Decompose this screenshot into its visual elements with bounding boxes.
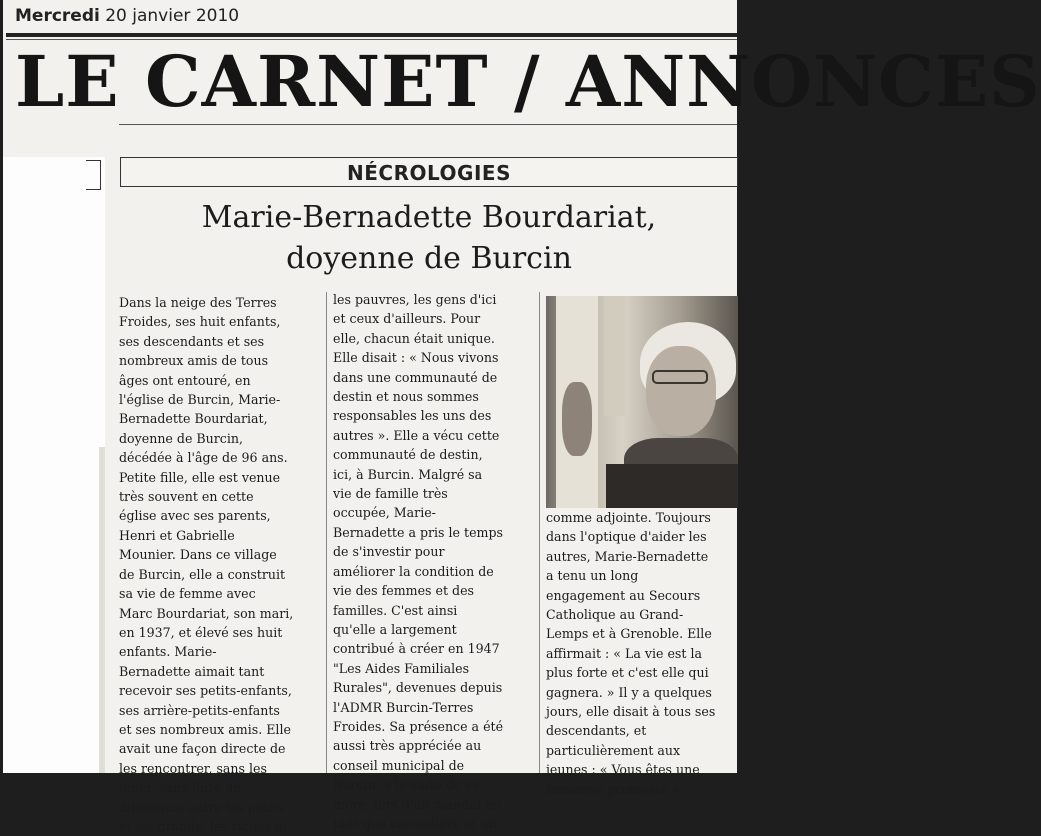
- dateline: [15, 6, 239, 26]
- header-rule: [6, 33, 737, 37]
- page-banner-title: LE CARNET / ANNONCES: [15, 40, 1041, 123]
- article-column-2: les pauvres, les gens d'ici et ceux d'ailleurs. Pour elle, chacun était unique. Elle disait : « Nous vivons dans une communauté de destin et nous sommes responsables les uns des autres ». Elle a vécu cette communauté de destin, ici, à Burcin. Malgré sa vie de famille très occupée, Marie- Bernadette a pris le temps de s'investir pour améliorer la condition de vie des femmes et des familles. C'est ainsi qu'elle a largement contribué à créer en 1947 "Les Aides Familiales Rurales", devenues depuis l'ADMR Burcin-Terres Froides. Sa présence a été aussi très appréciée au conseil municipal de Burcin, à la suite de sa mère, lors d'un mandat en tant que conseillère et un: [333, 292, 504, 831]
- photo-glasses: [652, 370, 708, 384]
- portrait-photo: [546, 296, 738, 508]
- article-column-3: comme adjointe. Toujours dans l'optique d'aider les autres, Marie-Bernadette a tenu un long engagement au Secours Catholique au Grand- Lemps et à Grenoble. Elle affirmait : « La vie est la plus forte et c'est elle qui gagnera. » Il y a quelques jours, elle disait à tous ses descendants, et particulièrement aux jeunes : « Vous êtes une immense promesse ».: [546, 510, 716, 797]
- photo-hand: [562, 382, 592, 456]
- article-headline-line2: doyenne de Burcin: [286, 241, 572, 276]
- dateline-day: Mercredi: [15, 6, 100, 26]
- adjacent-section-box: [86, 160, 101, 190]
- photo-face: [646, 346, 716, 436]
- section-header: [120, 157, 738, 187]
- newspaper-page: [3, 0, 1041, 834]
- adjacent-column-edge: [99, 447, 105, 773]
- section-title: NÉCROLOGIES: [347, 161, 511, 185]
- adjacent-column-cutoff: [3, 157, 105, 773]
- dateline-date: 20 janvier 2010: [105, 6, 240, 26]
- banner-rule: [119, 124, 737, 125]
- column-divider: [326, 292, 327, 773]
- photo-window: [604, 296, 626, 416]
- article-column-1: Dans la neige des Terres Froides, ses huit enfants, ses descendants et ses nombreux amis de tous âges ont entouré, en l'église de Burcin, Marie- Bernadette Bourdariat, doyenne de Burcin, décédée à l'âge de 96 ans. Petite fille, elle est venue très souvent en cette église avec ses parents, Henri et Gabrielle Mounier. Dans ce village de Burcin, elle a construit sa vie de femme avec Marc Bourdariat, son mari, en 1937, et élevé ses huit enfants. Marie- Bernadette aimait tant recevoir ses petits-enfants, ses arrière-petits-enfants et ses nombreux amis. Elle avait une façon directe de les rencontrer, sans les juger, sans faire de différence entre les petits et les grands, les riches et: [119, 295, 294, 834]
- photo-coat: [606, 464, 738, 508]
- article-headline-line1: Marie-Bernadette Bourdariat,: [201, 200, 657, 235]
- column-divider: [539, 292, 540, 773]
